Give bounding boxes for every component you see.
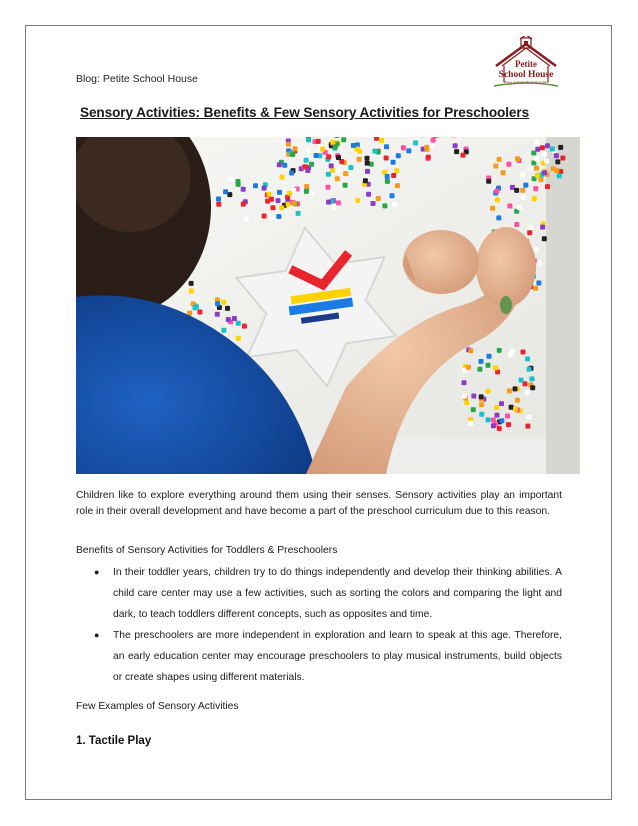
bead xyxy=(365,156,370,161)
bead xyxy=(343,171,348,176)
bead xyxy=(525,390,530,395)
bead xyxy=(514,188,519,193)
bead xyxy=(221,328,226,333)
bead xyxy=(530,376,535,381)
bead xyxy=(279,205,284,210)
bead xyxy=(394,168,399,173)
bead xyxy=(320,147,325,152)
bead xyxy=(343,183,348,188)
bead xyxy=(533,286,538,291)
bead xyxy=(426,155,431,160)
benefit-text: In their toddler years, children try to do things independently and develop their thinking abilities. A child care center may use a few activities, such as sorting the colors and comparing the light and dark, to teach toddlers different concepts, such as opposites and time. xyxy=(113,567,562,620)
bead xyxy=(532,196,537,201)
bead xyxy=(517,205,522,210)
bead xyxy=(540,145,545,150)
bead xyxy=(520,173,525,178)
bead xyxy=(528,166,533,171)
benefit-text: The preschoolers are more independent in exploration and learn to speak at this age. Therefore, an early education center may encourage preschoolers to play musical instruments, build objects or create shapes using different materials. xyxy=(113,630,562,683)
bead xyxy=(533,186,538,191)
bead xyxy=(509,405,514,410)
bead xyxy=(545,184,550,189)
bead xyxy=(499,418,504,423)
bead xyxy=(336,155,341,160)
bead xyxy=(491,423,496,428)
bead xyxy=(223,189,228,194)
bead xyxy=(304,158,309,163)
bead xyxy=(270,215,275,220)
bead xyxy=(462,394,467,399)
bead xyxy=(486,389,491,394)
bead xyxy=(289,171,294,176)
bead xyxy=(306,148,311,153)
bead xyxy=(244,216,249,221)
logo-tagline: Where Curiosity Becomes a Habit xyxy=(503,80,549,84)
bead xyxy=(493,164,498,169)
bead xyxy=(550,147,555,152)
bead xyxy=(396,153,401,158)
bead xyxy=(536,281,541,286)
bead xyxy=(194,304,199,309)
bead xyxy=(335,176,340,181)
bead xyxy=(390,193,395,198)
bead xyxy=(241,202,246,207)
bead xyxy=(326,185,331,190)
bead xyxy=(392,202,397,207)
bead xyxy=(534,156,539,161)
bead xyxy=(336,168,341,173)
bead xyxy=(276,214,281,219)
bead xyxy=(306,137,311,142)
bead xyxy=(384,156,389,161)
bead xyxy=(314,153,319,158)
bead xyxy=(351,143,356,148)
bead xyxy=(189,289,194,294)
tactile-play-heading: 1. Tactile Play xyxy=(76,735,152,747)
bullet-icon: ● xyxy=(94,567,100,577)
bead xyxy=(280,175,285,180)
bead xyxy=(335,137,340,138)
bead xyxy=(461,153,466,158)
bead xyxy=(558,145,563,150)
bead xyxy=(505,414,510,419)
bead xyxy=(497,348,502,353)
bead xyxy=(542,170,547,175)
bead xyxy=(262,214,267,219)
bead xyxy=(468,348,473,353)
bead xyxy=(495,197,500,202)
bead xyxy=(395,183,400,188)
bead xyxy=(537,260,542,265)
bead xyxy=(534,166,539,171)
bead xyxy=(363,178,368,183)
bead xyxy=(544,159,549,164)
bead xyxy=(379,138,384,143)
bead xyxy=(303,164,308,169)
bead xyxy=(391,160,396,165)
logo-line1: Petite xyxy=(515,59,537,69)
bead xyxy=(215,301,220,306)
bead xyxy=(333,144,338,149)
bead xyxy=(253,183,258,188)
bead xyxy=(401,145,406,150)
list-item xyxy=(94,625,562,688)
bead xyxy=(286,142,291,147)
bead xyxy=(477,367,482,372)
bead xyxy=(507,388,512,393)
bead xyxy=(497,157,502,162)
bead xyxy=(365,169,370,174)
bead xyxy=(464,400,469,405)
benefits-list xyxy=(94,562,562,688)
bead xyxy=(216,202,221,207)
bead xyxy=(514,222,519,227)
bead xyxy=(542,152,547,157)
bead xyxy=(413,140,418,145)
bead xyxy=(533,247,538,252)
bead xyxy=(535,147,540,152)
bead xyxy=(525,356,530,361)
child-with-beads-photo xyxy=(76,137,580,474)
bead xyxy=(501,170,506,175)
bead xyxy=(348,165,353,170)
bead xyxy=(527,415,532,420)
bead xyxy=(490,206,495,211)
bead xyxy=(236,336,241,341)
bead xyxy=(494,405,499,410)
bead xyxy=(554,168,559,173)
bead xyxy=(374,137,379,141)
bead xyxy=(486,417,491,422)
school-logo xyxy=(490,36,562,92)
bead xyxy=(292,201,297,206)
bead xyxy=(479,402,484,407)
examples-heading: Few Examples of Sensory Activities xyxy=(76,701,239,712)
bead xyxy=(520,188,525,193)
bead xyxy=(453,143,458,148)
bead xyxy=(515,398,520,403)
bead xyxy=(521,195,526,200)
bead xyxy=(431,138,436,143)
bead xyxy=(479,394,484,399)
bead xyxy=(232,316,237,321)
intro-paragraph: Children like to explore everything around them using their senses. Sensory activities play an important role in their overall development and have become a part of the preschool curriculum due to this reason. xyxy=(76,490,562,517)
bead xyxy=(454,149,459,154)
bead xyxy=(494,189,499,194)
bead xyxy=(287,191,292,196)
logo-line2: School House xyxy=(498,70,554,80)
bead xyxy=(286,202,291,207)
bead xyxy=(451,137,456,138)
document-title: Sensory Activities: Benefits & Few Sensory Activities for Preschoolers xyxy=(80,105,530,120)
bead xyxy=(384,144,389,149)
bead xyxy=(330,168,335,173)
bead xyxy=(486,363,491,368)
bead xyxy=(382,203,387,208)
bead xyxy=(226,317,231,322)
bead xyxy=(528,225,533,230)
blog-label: Blog: Petite School House xyxy=(76,73,198,85)
bead xyxy=(336,200,341,205)
bead xyxy=(355,198,360,203)
bead xyxy=(385,179,390,184)
bead xyxy=(331,205,336,210)
schoolhouse-icon xyxy=(490,36,562,92)
bead xyxy=(513,406,518,411)
bead xyxy=(308,191,313,196)
bead xyxy=(269,197,274,202)
bead xyxy=(309,162,314,167)
benefits-heading: Benefits of Sensory Activities for Toddlers & Preschoolers xyxy=(76,545,338,556)
bead xyxy=(540,225,545,230)
bead xyxy=(216,197,221,202)
bead xyxy=(534,140,539,145)
bead xyxy=(487,354,492,359)
bead xyxy=(530,385,535,390)
bead xyxy=(535,173,540,178)
bead xyxy=(479,412,484,417)
bead xyxy=(496,215,501,220)
bead xyxy=(316,139,321,144)
bead xyxy=(290,152,295,157)
bead xyxy=(304,189,309,194)
bead xyxy=(242,324,247,329)
bead xyxy=(555,159,560,164)
bead xyxy=(466,365,471,370)
bead xyxy=(554,153,559,158)
bead xyxy=(236,321,241,326)
bead xyxy=(277,190,282,195)
bead xyxy=(471,394,476,399)
bead xyxy=(326,200,331,205)
bead xyxy=(262,186,267,191)
hero-image xyxy=(76,137,580,474)
bead xyxy=(510,185,515,190)
bead xyxy=(406,148,411,153)
bead xyxy=(527,367,532,372)
bead xyxy=(557,173,562,178)
bead xyxy=(236,182,241,187)
bead xyxy=(391,173,396,178)
bead xyxy=(430,143,435,148)
bead xyxy=(468,421,473,426)
bead xyxy=(525,424,530,429)
bead xyxy=(341,137,346,142)
bead xyxy=(229,177,234,182)
bead xyxy=(497,426,502,431)
bead xyxy=(282,163,287,168)
bead xyxy=(513,386,518,391)
bead xyxy=(510,349,515,354)
bead xyxy=(271,205,276,210)
bead xyxy=(486,179,491,184)
bead xyxy=(545,143,550,148)
bead xyxy=(507,204,512,209)
bead xyxy=(527,230,532,235)
bead xyxy=(189,281,194,286)
bead xyxy=(499,401,504,406)
bead xyxy=(542,236,547,241)
bead xyxy=(515,156,520,161)
bead xyxy=(385,174,390,179)
bead xyxy=(471,407,476,412)
bead xyxy=(225,306,230,311)
bead xyxy=(424,147,429,152)
bead xyxy=(366,192,371,197)
bead xyxy=(506,162,511,167)
bead xyxy=(241,187,246,192)
bead xyxy=(372,149,377,154)
bead xyxy=(506,422,511,427)
bead xyxy=(296,211,301,216)
bead xyxy=(221,300,226,305)
bead xyxy=(329,163,334,168)
bead xyxy=(215,312,220,317)
bead xyxy=(523,183,528,188)
bead xyxy=(266,192,271,197)
bead xyxy=(357,157,362,162)
bead xyxy=(493,365,498,370)
bead xyxy=(365,161,370,166)
bead xyxy=(357,149,362,154)
bead xyxy=(293,146,298,151)
bead xyxy=(560,156,565,161)
bead xyxy=(197,310,202,315)
bead xyxy=(519,378,524,383)
bead xyxy=(330,140,335,145)
bead xyxy=(326,154,331,159)
bead xyxy=(371,201,376,206)
bead xyxy=(479,359,484,364)
bead xyxy=(277,162,282,167)
bead xyxy=(376,196,381,201)
bead xyxy=(495,413,500,418)
bullet-icon: ● xyxy=(94,630,100,640)
bead xyxy=(276,198,281,203)
bead xyxy=(462,380,467,385)
bead xyxy=(326,172,331,177)
bead xyxy=(521,350,526,355)
bead xyxy=(304,184,309,189)
list-item xyxy=(94,562,562,625)
